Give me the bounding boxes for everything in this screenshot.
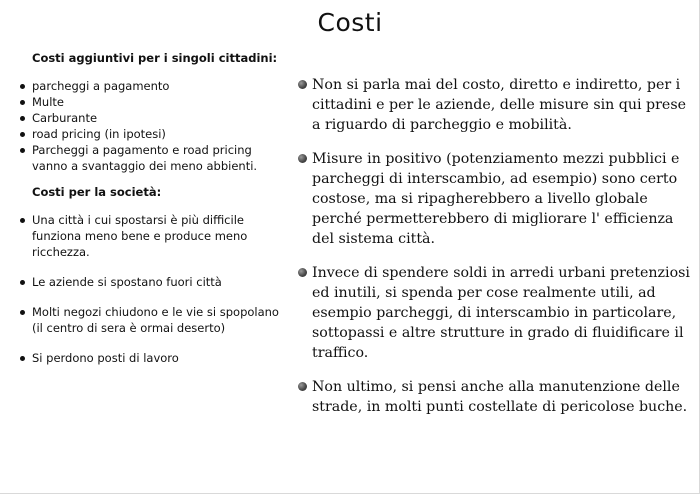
paragraph	[298, 263, 690, 363]
list-item	[20, 350, 282, 366]
list-item-text: Molti negozi chiudono e le vie si spopolano (il centro di sera è ormai deserto)	[32, 305, 279, 335]
citizen-costs-list	[20, 78, 282, 174]
sphere-bullet-icon	[298, 154, 307, 163]
bullet-icon	[20, 310, 25, 315]
bullet-icon	[20, 218, 25, 223]
sphere-bullet-icon	[298, 268, 307, 277]
bullet-icon	[20, 132, 25, 137]
paragraph	[298, 377, 690, 417]
paragraph	[298, 75, 690, 135]
list-item	[20, 142, 282, 174]
paragraph-text: Invece di spendere soldi in arredi urbani pretenziosi ed inutili, si spenda per cose realmente utili, ad esempio parcheggi, di interscambio in particolare, sottopassi e altre strutture in grado di fluidificare il traffico.	[312, 265, 690, 361]
list-item	[20, 126, 282, 142]
sphere-bullet-icon	[298, 382, 307, 391]
paragraph-text: Non ultimo, si pensi anche alla manutenzione delle strade, in molti punti costellate di pericolose buche.	[312, 379, 688, 415]
right-column	[298, 75, 690, 431]
society-costs-heading: Costi per la società:	[32, 185, 162, 199]
list-item	[20, 304, 282, 336]
list-item	[20, 212, 282, 260]
list-item-text: parcheggi a pagamento	[32, 79, 170, 93]
bullet-icon	[20, 100, 25, 105]
list-item-text: Carburante	[32, 111, 98, 125]
paragraph-text: Non si parla mai del costo, diretto e indiretto, per i cittadini e per le aziende, delle misure sin qui prese a riguardo di parcheggio e mobilità.	[312, 77, 686, 133]
bullet-icon	[20, 84, 25, 89]
society-costs-list	[20, 212, 282, 366]
paragraph	[298, 149, 690, 249]
list-item	[20, 94, 282, 110]
list-item-text: Si perdono posti di lavoro	[32, 351, 179, 365]
slide-title: Costi	[317, 8, 383, 37]
list-item-text: Parcheggi a pagamento e road pricing vanno a svantaggio dei meno abbienti.	[32, 143, 258, 173]
list-item-text: Multe	[32, 95, 64, 109]
bullet-icon	[20, 148, 25, 153]
list-item	[20, 110, 282, 126]
list-item-text: road pricing (in ipotesi)	[32, 127, 166, 141]
citizen-costs-heading: Costi aggiuntivi per i singoli cittadini:	[32, 51, 278, 65]
sphere-bullet-icon	[298, 80, 307, 89]
list-item-text: Una città i cui spostarsi è più difficile funziona meno bene e produce meno ricchezza.	[32, 213, 248, 259]
list-item-text: Le aziende si spostano fuori città	[32, 275, 222, 289]
bullet-icon	[20, 356, 25, 361]
bullet-icon	[20, 116, 25, 121]
paragraph-text: Misure in positivo (potenziamento mezzi pubblici e parcheggi di interscambio, ad esempio) sono certo costose, ma si ripagherebbero a livello globale perché permetterebbero di migliorare l' efficienza del sistema città.	[312, 151, 680, 247]
left-column	[20, 50, 282, 366]
list-item	[20, 78, 282, 94]
list-item	[20, 274, 282, 290]
bullet-icon	[20, 280, 25, 285]
